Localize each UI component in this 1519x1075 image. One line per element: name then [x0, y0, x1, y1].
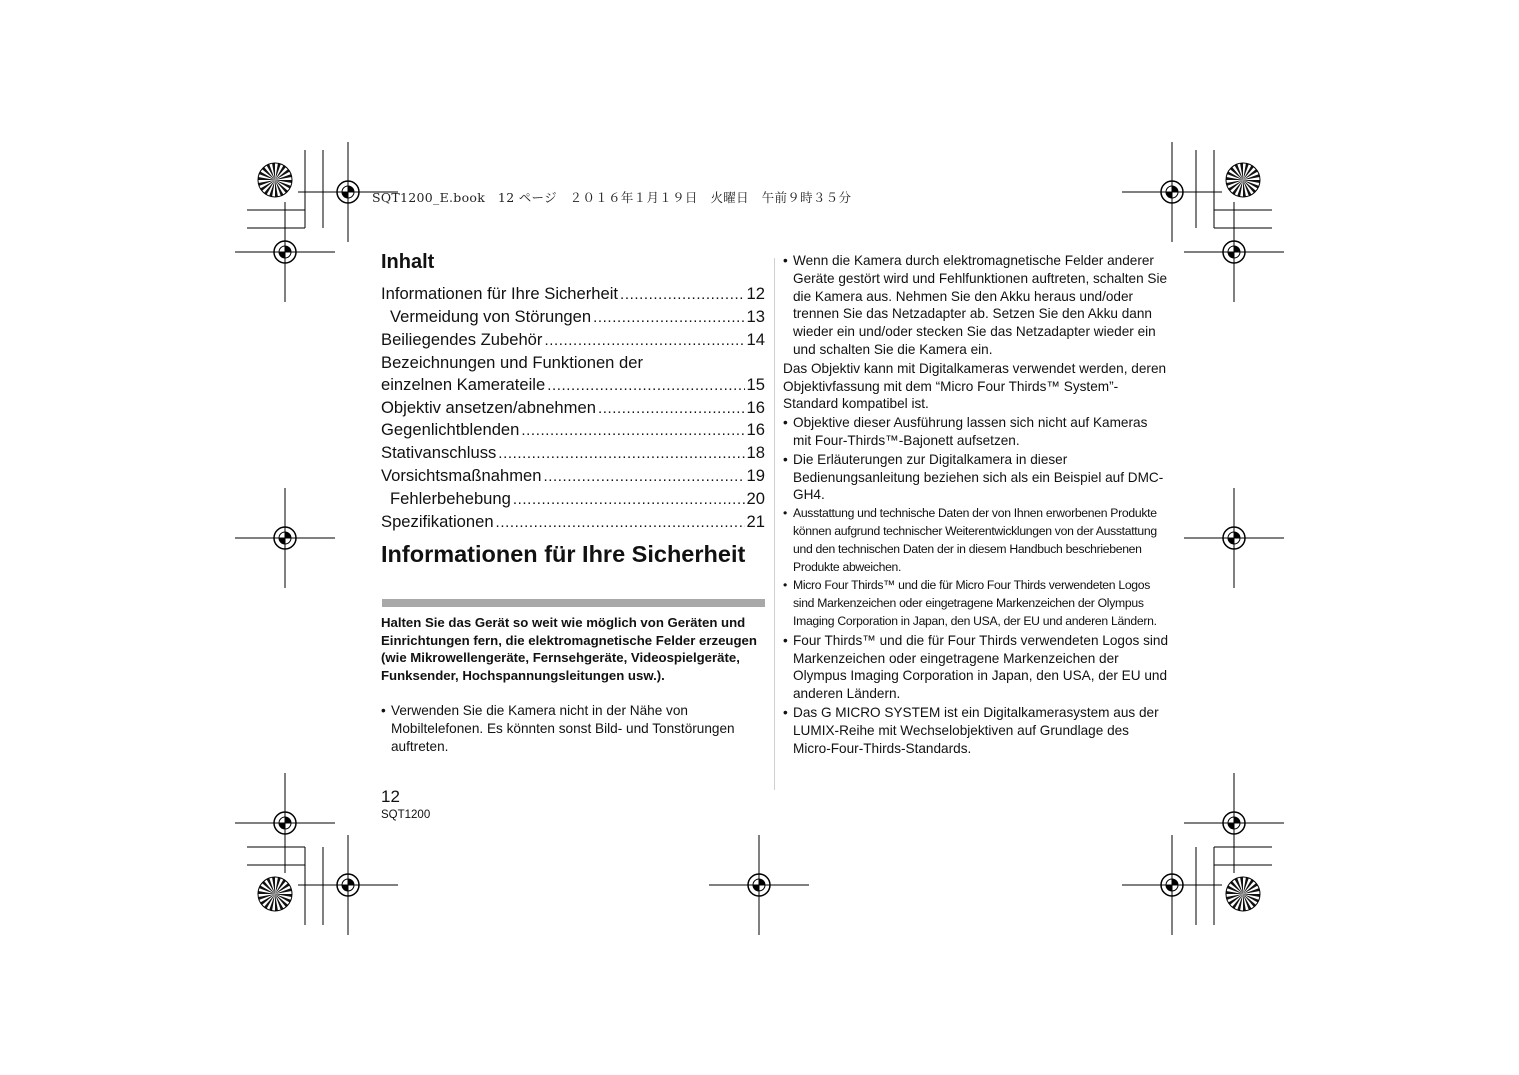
toc-entry[interactable]: Bezeichnungen und Funktionen der: [381, 352, 644, 372]
print-header-file-info: SQT1200_E.book 12 ページ ２０１６年１月１９日 火曜日 午前９時３５分: [372, 190, 852, 205]
toc-entry[interactable]: Vermeidung von Störungen ..... 13: [381, 306, 765, 329]
registration-mark: [235, 202, 335, 302]
registration-mark: [1122, 835, 1222, 935]
column-divider: [774, 258, 775, 790]
list-item: • Objektive dieser Ausführung lassen sich nicht auf Kameras mit Four-Thirds™-Bajonett aufsetzen.: [783, 414, 1169, 450]
list-item: • Das G MICRO SYSTEM ist ein Digitalkamerasystem aus der LUMIX-Reihe mit Wechselobjektiven auf Grundlage des Micro-Four-Thirds-Standards.: [783, 704, 1169, 757]
registration-mark: [298, 835, 398, 935]
registration-mark: [235, 773, 335, 873]
safety-heading: Informationen für Ihre Sicherheit: [381, 541, 746, 567]
toc-entry[interactable]: Stativanschluss ..... 18: [381, 442, 765, 465]
list-item: • Wenn die Kamera durch elektromagnetische Felder anderer Geräte gestört wird und Fehlfunktionen auftreten, schalten Sie die Kamera aus. Nehmen Sie den Akku heraus und/oder trennen Sie das Netzadapter ab. Setzen Sie den Akku dann wieder ein und/oder stecken Sie das Netzadapter wieder ein und schalten Sie die Kamera ein.: [783, 252, 1169, 359]
toc-entry[interactable]: Gegenlichtblenden ..... 16: [381, 419, 765, 442]
safety-lead-text: Halten Sie das Gerät so weit wie möglich von Geräten und Einrichtungen fern, die elektromagnetische Felder erzeugen (wie Mikrowellengeräte, Fernsehgeräte, Videospielgeräte, Funksender, Hochspannungsleitungen usw.).: [381, 615, 757, 683]
registration-mark: [1184, 202, 1284, 302]
document-code: SQT1200: [381, 809, 431, 821]
registration-mark: [1122, 142, 1222, 242]
starburst-target: [1226, 163, 1260, 197]
list-item: • Four Thirds™ und die für Four Thirds verwendeten Logos sind Markenzeichen oder eingetragene Markenzeichen der Olympus Imaging Corporation in Japan, den USA, der EU und anderen Ländern.: [783, 632, 1169, 703]
starburst-target: [258, 163, 292, 197]
toc-entry[interactable]: Fehlerbehebung ..... 20: [381, 488, 765, 511]
toc-entry[interactable]: Informationen für Ihre Sicherheit ..... 12: [381, 283, 765, 306]
toc-entry[interactable]: Beiliegendes Zubehör ..... 14: [381, 329, 765, 352]
page-number: 12: [381, 787, 400, 806]
list-item: • Die Erläuterungen zur Digitalkamera in dieser Bedienungsanleitung beziehen sich als ein Beispiel auf DMC-GH4.: [783, 451, 1169, 504]
contents-heading: Inhalt: [381, 251, 435, 273]
list-item: • Verwenden Sie die Kamera nicht in der Nähe von Mobiltelefonen. Es könnten sonst Bild- und Tonstörungen auftreten.: [381, 702, 767, 755]
table-of-contents: [381, 283, 765, 534]
list-item: • Micro Four Thirds™ und die für Micro Four Thirds verwendeten Logos sind Markenzeichen oder eingetragene Markenzeichen der Olympus Imaging Corporation in Japan, den USA, der EU und anderen Ländern.: [783, 577, 1169, 630]
registration-mark: [235, 488, 335, 588]
registration-mark: [709, 835, 809, 935]
toc-entry[interactable]: Vorsichtsmaßnahmen ..... 19: [381, 465, 765, 488]
registration-mark: [1184, 773, 1284, 873]
toc-entry[interactable]: Objektiv ansetzen/abnehmen ..... 16: [381, 397, 765, 420]
starburst-target: [258, 877, 292, 911]
registration-mark: [1184, 488, 1284, 588]
compatibility-paragraph: Das Objektiv kann mit Digitalkameras verwendet werden, deren Objektivfassung mit dem “Micro Four Thirds™ System”-Standard kompatibel ist.: [783, 360, 1167, 412]
safety-bullets: [381, 702, 767, 755]
toc-entry[interactable]: einzelnen Kamerateile ..... 15: [381, 374, 765, 397]
heading-rule: [382, 599, 765, 607]
right-column: [783, 252, 1169, 758]
list-item: • Ausstattung und technische Daten der von Ihnen erworbenen Produkte können aufgrund technischer Weiterentwicklungen von der Ausstattung und den technischen Daten der in diesem Handbuch beschriebenen Produkte abweichen.: [783, 505, 1169, 576]
toc-entry[interactable]: Spezifikationen ..... 21: [381, 511, 765, 534]
starburst-target: [1226, 877, 1260, 911]
